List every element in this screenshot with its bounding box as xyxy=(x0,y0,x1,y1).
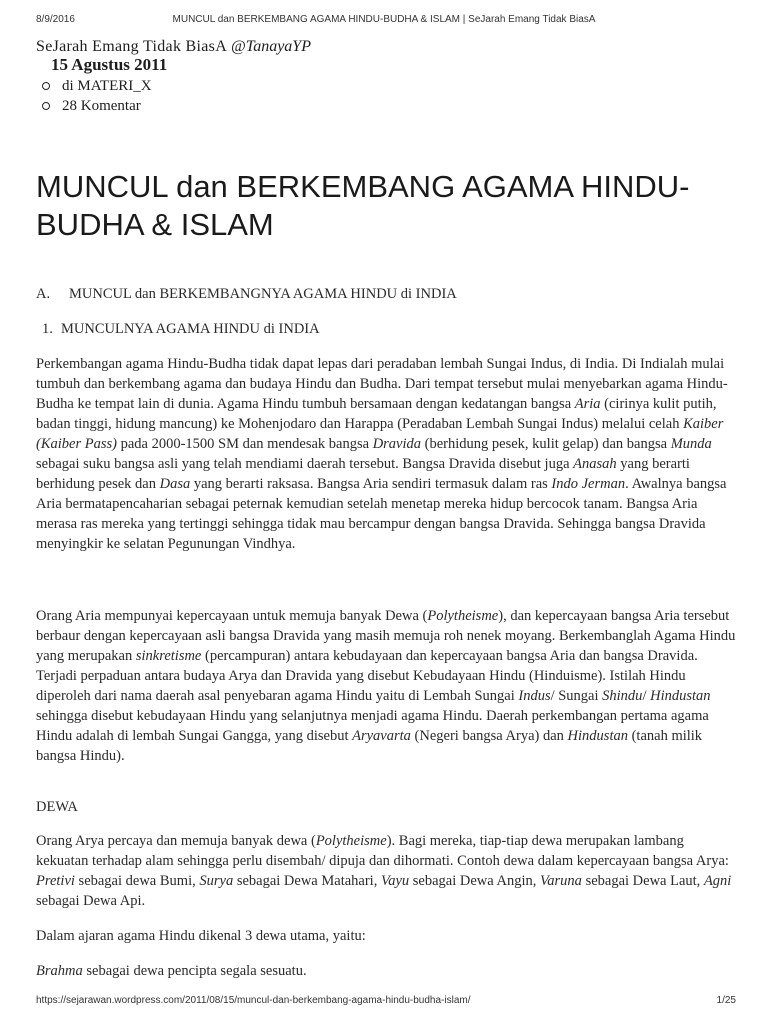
dewa-heading: DEWA xyxy=(36,799,78,815)
section-heading-text: MUNCUL dan BERKEMBANGNYA AGAMA HINDU di INDIA xyxy=(69,286,457,302)
section-heading-a xyxy=(36,286,457,303)
post-title: MUNCUL dan BERKEMBANG AGAMA HINDU-BUDHA & ISLAM xyxy=(36,169,690,242)
print-page-title: MUNCUL dan BERKEMBANG AGAMA HINDU-BUDHA & ISLAM | SeJarah Emang Tidak BiasA xyxy=(172,14,596,25)
paragraph-brahma: Brahma sebagai dewa pencipta segala sesuatu. xyxy=(36,963,307,979)
section-letter: A. xyxy=(36,286,51,302)
print-page-number: 1/25 xyxy=(716,995,736,1006)
subsection-heading-1 xyxy=(42,321,320,338)
subsection-heading-text: MUNCULNYA AGAMA HINDU di INDIA xyxy=(61,321,320,337)
circle-bullet-icon xyxy=(42,102,50,110)
comments-link[interactable]: 28 Komentar xyxy=(62,98,141,114)
post-date: 15 Agustus 2011 xyxy=(51,55,168,74)
print-date: 8/9/2016 xyxy=(36,14,75,25)
paragraph-gods: Orang Arya percaya dan memuja banyak dewa (Polytheisme). Bagi mereka, tiap-tiap dewa merupakan lambang kekuatan terhadap alam sehingga perlu disembah/ dipuja dan dihormati. Contoh dewa dalam kepercayaan bangsa Arya: Pretivi sebagai dewa Bumi, Surya sebagai Dewa Matahari, Vayu sebagai Dewa Angin, Varuna sebagai Dewa Laut, Agni sebagai Dewa Api. xyxy=(36,833,732,909)
paragraph-beliefs: Orang Aria mempunyai kepercayaan untuk memuja banyak Dewa (Polytheisme), dan kepercayaan bangsa Aria tersebut berbaur dengan kepercayaan asli bangsa Dravida yang masih memuja roh nenek moyang. Berkembanglah Agama Hindu yang merupakan sinkretisme (percampuran) antara kebudayaan dan kepercayaan bangsa Aria dan bangsa Dravida. Terjadi perpaduan antara budaya Arya dan Dravida yang disebut Kebudayaan Hindu (Hinduisme). Istilah Hindu diperoleh dari nama daerah asal penyebaran agama Hindu yaitu di Lembah Sungai Indus/ Sungai Shindu/ Hindustan sehingga disebut kebudayaan Hindu yang selanjutnya menjadi agama Hindu. Daerah perkembangan pertama agama Hindu adalah di lembah Sungai Gangga, yang disebut Aryavarta (Negeri bangsa Arya) dan Hindustan (tanah milik bangsa Hindu). xyxy=(36,608,736,764)
paragraph-origins: Perkembangan agama Hindu-Budha tidak dapat lepas dari peradaban lembah Sungai Indus, di India. Di Indialah mulai tumbuh dan berkembang agama dan budaya Hindu dan Budha. Dari tempat tersebut mulai menyebarkan agama Hindu-Budha ke tempat lain di dunia. Agama Hindu tumbuh bersamaan dengan kedatangan bangsa Aria (cirinya kulit putih, badan tinggi, hidung mancung) ke Mohenjodaro dan Harappa (Peradaban Lembah Sungai Indus) melalui celah Kaiber (Kaiber Pass) pada 2000-1500 SM dan mendesak bangsa Dravida (berhidung pesek, kulit gelap) dan bangsa Munda sebagai suku bangsa asli yang telah mendiami daerah tersebut. Bangsa Dravida disebut juga Anasah yang berarti berhidung pesek dan Dasa yang berarti raksasa. Bangsa Aria sendiri termasuk dalam ras Indo Jerman. Awalnya bangsa Aria bermatapencaharian sebagai peternak kemudian setelah menetap mereka hidup bercocok tanam. Bangsa Aria merasa ras mereka yang tertinggi sehingga tidak mau bercampur dengan bangsa Dravida. Sehingga bangsa Dravida menyingkir ke selatan Pegunungan Vindhya. xyxy=(36,356,728,552)
subsection-number: 1. xyxy=(42,321,53,337)
blog-header xyxy=(36,38,311,56)
post-meta-list xyxy=(36,76,152,116)
blog-author-handle[interactable]: @TanayaYP xyxy=(231,38,311,55)
paragraph-three-gods: Dalam ajaran agama Hindu dikenal 3 dewa utama, yaitu: xyxy=(36,928,366,944)
post-comments xyxy=(36,96,152,116)
category-link[interactable]: di MATERI_X xyxy=(62,78,152,94)
circle-bullet-icon xyxy=(42,82,50,90)
print-url: https://sejarawan.wordpress.com/2011/08/15/muncul-dan-berkembang-agama-hindu-budha-islam/ xyxy=(36,995,471,1006)
blog-name-link[interactable]: SeJarah Emang Tidak BiasA xyxy=(36,38,228,55)
post-category xyxy=(36,76,152,96)
